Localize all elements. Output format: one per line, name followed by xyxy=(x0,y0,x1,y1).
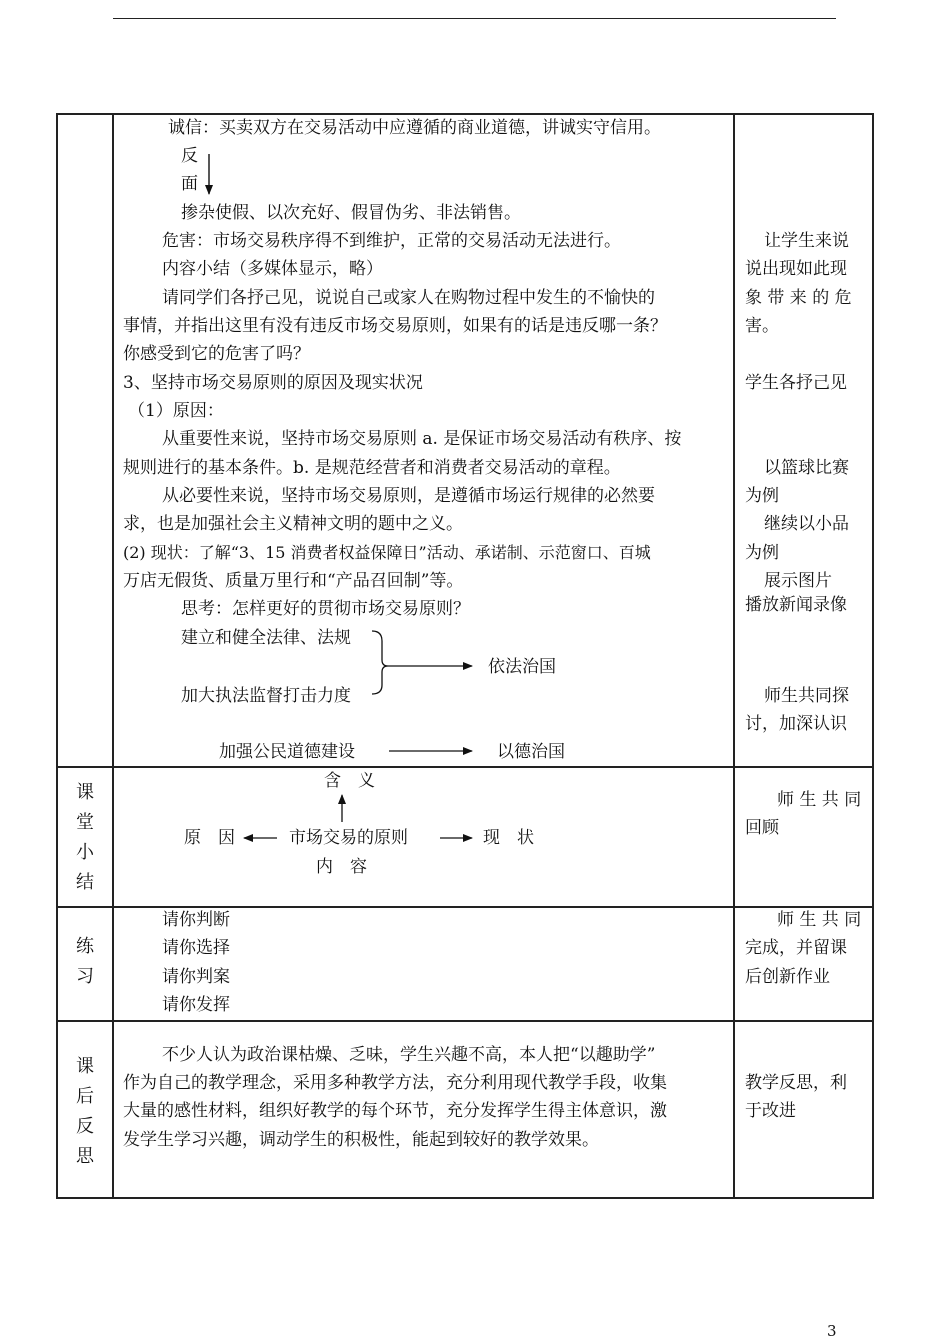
practice-side-3: 后创新作业 xyxy=(745,967,830,987)
brace xyxy=(372,631,388,694)
practice-item-2: 请你选择 xyxy=(162,938,230,958)
main-line-2: 掺杂使假、以次充好、假冒伪劣、非法销售。 xyxy=(181,203,521,223)
side-note-5: 学生各抒己见 xyxy=(745,373,847,393)
side-note-13: 讨，加深认识 xyxy=(745,714,847,734)
summary-side-1: 师 生 共 同 xyxy=(777,790,862,810)
side-note-2: 说出现如此现 xyxy=(745,259,847,279)
side-note-8: 继续以小品 xyxy=(764,514,849,534)
practice-label: 练 习 xyxy=(76,936,94,987)
main-line-13: 求，也是加强社会主义精神文明的题中之义。 xyxy=(123,514,463,534)
side-note-10: 展示图片 xyxy=(764,571,832,591)
main-line-12: 从必要性来说，坚持市场交易原则，是遵循市场运行规律的必然要 xyxy=(162,486,655,506)
side-note-4: 害。 xyxy=(745,316,779,336)
side-note-7: 为例 xyxy=(745,486,779,506)
moral-result: 以德治国 xyxy=(497,742,565,762)
law-result: 依法治国 xyxy=(488,657,556,677)
summary-side-2: 回顾 xyxy=(745,818,779,838)
side-note-11: 播放新闻录像 xyxy=(745,595,847,615)
law-item-1: 建立和健全法律、法规 xyxy=(181,628,351,648)
reflection-label: 课 后 反 思 xyxy=(76,1056,94,1167)
page-number: 3 xyxy=(827,1322,837,1340)
side-note-3: 象 带 来 的 危 xyxy=(745,288,852,308)
main-line-8: 3、坚持市场交易原则的原因及现实状况 xyxy=(123,373,423,393)
main-line-16: 思考：怎样更好的贯彻市场交易原则？ xyxy=(181,599,470,619)
main-line-5: 请同学们各抒己见，说说自己或家人在购物过程中发生的不愉快的 xyxy=(162,288,655,308)
reflection-line-2: 作为自己的教学理念，采用多种教学方法，充分利用现代教学手段，收集 xyxy=(123,1073,667,1093)
reflection-line-4: 发学生学习兴趣，调动学生的积极性，能起到较好的教学效果。 xyxy=(123,1130,599,1150)
side-note-6: 以篮球比赛 xyxy=(764,458,849,478)
main-line-14: (2) 现状：了解“3、15 消费者权益保障日”活动、承诺制、示范窗口、百城 xyxy=(123,543,651,562)
practice-side-2: 完成，并留课 xyxy=(745,938,847,958)
summary-top: 含 义 xyxy=(324,771,375,791)
main-line-3: 危害：市场交易秩序得不到维护，正常的交易活动无法进行。 xyxy=(162,231,621,251)
main-line-15: 万店无假货、质量万里行和“产品召回制”等。 xyxy=(123,571,464,591)
summary-bottom: 内 容 xyxy=(316,857,367,877)
summary-left: 原 因 xyxy=(184,828,235,848)
reflection-side-1: 教学反思，利 xyxy=(745,1073,847,1093)
main-mian: 面 xyxy=(181,174,198,194)
main-fan: 反 xyxy=(181,146,198,166)
moral-item: 加强公民道德建设 xyxy=(219,742,355,762)
practice-side-1: 师 生 共 同 xyxy=(777,910,862,930)
main-line-9: （1）原因： xyxy=(128,401,224,421)
law-item-2: 加大执法监督打击力度 xyxy=(181,686,351,706)
side-note-9: 为例 xyxy=(745,543,779,563)
summary-label: 课 堂 小 结 xyxy=(76,782,94,893)
summary-right: 现 状 xyxy=(483,828,534,848)
main-line-1: 诚信：买卖双方在交易活动中应遵循的商业道德，讲诚实守信用。 xyxy=(168,118,661,138)
reflection-side-2: 于改进 xyxy=(745,1101,796,1121)
main-line-11: 规则进行的基本条件。b. 是规范经营者和消费者交易活动的章程。 xyxy=(123,458,621,478)
reflection-line-3: 大量的感性材料，组织好教学的每个环节，充分发挥学生得主体意识，激 xyxy=(123,1101,667,1121)
practice-item-4: 请你发挥 xyxy=(162,995,230,1015)
side-note-1: 让学生来说 xyxy=(764,231,849,251)
main-line-4: 内容小结（多媒体显示，略） xyxy=(162,259,383,279)
reflection-line-1: 不少人认为政治课枯燥、乏味，学生兴趣不高，本人把“以趣助学” xyxy=(162,1045,656,1065)
side-note-12: 师生共同探 xyxy=(764,686,849,706)
practice-item-3: 请你判案 xyxy=(162,967,230,987)
main-line-10: 从重要性来说，坚持市场交易原则 a. 是保证市场交易活动有秩序、按 xyxy=(162,429,682,449)
summary-center: 市场交易的原则 xyxy=(289,828,408,848)
main-line-7: 你感受到它的危害了吗？ xyxy=(123,344,310,364)
main-line-6: 事情，并指出这里有没有违反市场交易原则，如果有的话是违反哪一条？ xyxy=(123,316,667,336)
practice-item-1: 请你判断 xyxy=(162,910,230,930)
